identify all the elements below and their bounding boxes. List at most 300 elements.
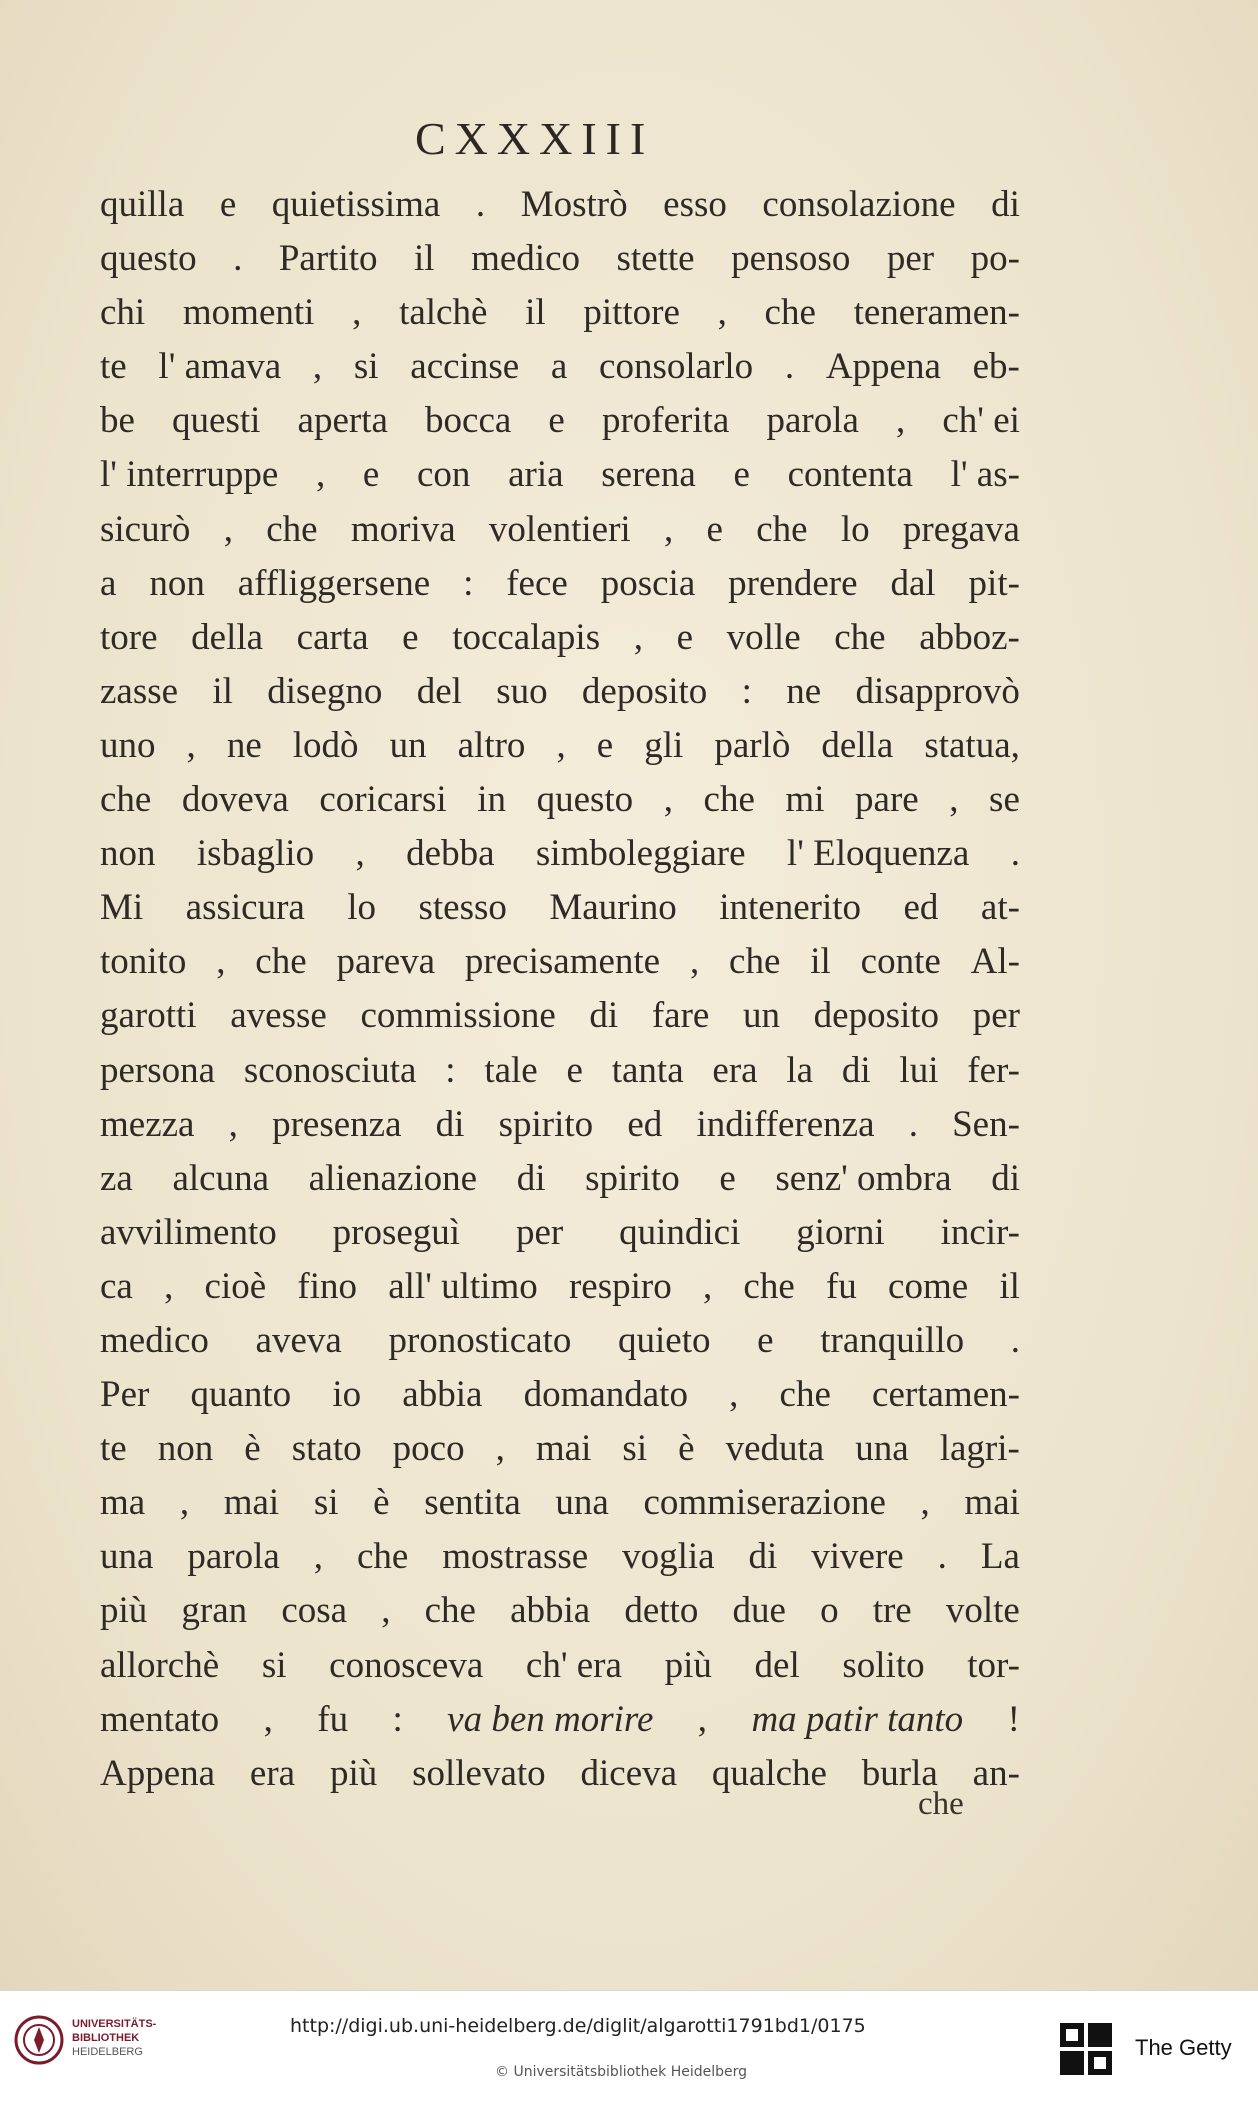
word: non (100, 833, 156, 875)
word: persona (100, 1049, 216, 1091)
word: fer- (967, 1049, 1020, 1091)
word: sollevato (412, 1752, 546, 1794)
word: lui (899, 1049, 939, 1091)
catchword: che (918, 1786, 964, 1822)
word: pare (855, 779, 919, 821)
word: è (678, 1428, 695, 1470)
word: e (676, 616, 694, 658)
word: statua, (924, 724, 1020, 766)
word: e (219, 184, 237, 225)
word: poscia (600, 562, 696, 604)
word: suo (496, 670, 548, 712)
word: la (786, 1049, 814, 1091)
word: . (233, 238, 243, 280)
word: il (810, 941, 831, 983)
word: . (475, 184, 486, 225)
word: e (362, 454, 380, 496)
word: po- (970, 238, 1020, 280)
word: va ben morire (447, 1698, 654, 1740)
word: tanta (611, 1049, 684, 1091)
getty-logo-icon[interactable] (1058, 2021, 1114, 2077)
word: volentieri (488, 508, 631, 550)
word: stesso (418, 887, 507, 929)
word: della (821, 724, 894, 766)
word: mentato (100, 1698, 220, 1740)
text-line (100, 881, 1020, 935)
word: e (548, 400, 565, 442)
word: , (896, 400, 906, 442)
word: mostrasse (442, 1536, 589, 1578)
word: carta (296, 616, 369, 658)
word: l' Eloquenza (786, 833, 970, 875)
word: ! (1007, 1698, 1020, 1740)
word: quietissima (271, 184, 441, 225)
word: disapprovò (855, 670, 1020, 712)
word: affliggersene (237, 562, 431, 604)
text-line (100, 1260, 1020, 1314)
word: , (729, 1374, 739, 1416)
word: simboleggiare (535, 833, 746, 875)
text-line (100, 665, 1020, 719)
word: eb- (972, 346, 1020, 388)
word: toccalapis (452, 616, 601, 658)
word: non (157, 1428, 214, 1470)
word: pronosticato (388, 1319, 572, 1361)
word: una (100, 1536, 154, 1578)
word: che (834, 616, 886, 658)
word: consolarlo (599, 346, 754, 388)
word: tranquillo (820, 1319, 965, 1361)
word: quieto (618, 1319, 711, 1361)
word: disegno (267, 670, 383, 712)
text-line (100, 773, 1020, 827)
word: consolazione (762, 184, 956, 225)
word: Partito (278, 238, 378, 280)
library-logo[interactable] (14, 2011, 174, 2081)
word: , (717, 292, 727, 334)
word: , (702, 1265, 713, 1307)
word: , (663, 779, 673, 821)
word: spirito (498, 1103, 594, 1145)
word: , (186, 724, 196, 766)
word: ne (786, 670, 822, 712)
word: tore (100, 616, 158, 658)
word: tor- (967, 1644, 1020, 1686)
word: una (855, 1428, 909, 1470)
word: te (100, 346, 127, 388)
word: tre (872, 1590, 912, 1632)
word: , (355, 833, 365, 875)
word: lo (840, 508, 870, 550)
word: pensoso (731, 238, 851, 280)
word: . (1010, 833, 1020, 875)
word: . (1010, 1319, 1020, 1361)
word: un (743, 995, 780, 1037)
word: e (706, 508, 723, 550)
word: Mi (100, 887, 144, 929)
word: conte (860, 941, 941, 983)
word: tonito (100, 941, 187, 983)
word: ch' ei (942, 400, 1020, 442)
word: del (416, 670, 462, 712)
word: , (495, 1428, 505, 1470)
word: di (516, 1157, 546, 1199)
word: quilla (100, 184, 185, 225)
word: debba (406, 833, 495, 875)
word: cosa (281, 1590, 348, 1632)
word: per (886, 238, 935, 280)
text-line (100, 1314, 1020, 1368)
word: serena (601, 454, 696, 496)
word: di (589, 995, 619, 1037)
text-line (100, 935, 1020, 989)
text-line (100, 1693, 1020, 1747)
word: bocca (425, 400, 512, 442)
word: incir- (940, 1211, 1020, 1253)
word: doveva (181, 779, 289, 821)
word: deposito (581, 670, 708, 712)
word: e (566, 1049, 583, 1091)
word: e (596, 724, 614, 766)
word: , (663, 508, 674, 550)
word: ne (226, 724, 262, 766)
text-line (100, 719, 1020, 773)
word: che (779, 1374, 831, 1416)
text-line (100, 1639, 1020, 1693)
word: uno (100, 724, 156, 766)
word: che (764, 292, 816, 334)
word: avvilimento (100, 1211, 277, 1253)
word: sconosciuta (243, 1049, 417, 1091)
word: voglia (622, 1536, 715, 1578)
word: una (555, 1482, 609, 1524)
word: , (633, 616, 643, 658)
document-url[interactable]: http://digi.ub.uni-heidelberg.de/diglit/algarotti1791bd1/0175 (290, 2015, 866, 2037)
word: moriva (350, 508, 456, 550)
word: che (729, 941, 781, 983)
word: parola (766, 400, 859, 442)
word: dal (890, 562, 936, 604)
page-number: CXXXIII (415, 113, 655, 164)
word: che (743, 1265, 795, 1307)
word: . (908, 1103, 918, 1145)
word: . (784, 346, 795, 388)
word: che (424, 1590, 476, 1632)
word: pareva (336, 941, 436, 983)
word: era (712, 1049, 758, 1091)
word: si (353, 346, 379, 388)
word: aperta (297, 400, 388, 442)
word: gli (644, 724, 684, 766)
word: sentita (424, 1482, 521, 1524)
word: di (991, 184, 1020, 225)
word: mezza (100, 1103, 195, 1145)
word: , (179, 1482, 190, 1524)
word: a (100, 562, 117, 604)
text-line (100, 503, 1020, 557)
word: e (733, 454, 750, 496)
word: mai (535, 1428, 592, 1470)
word: questi (172, 400, 261, 442)
word: lagri- (939, 1428, 1020, 1470)
text-line (100, 448, 1020, 502)
text-line (100, 178, 1020, 232)
text-line (100, 1098, 1020, 1152)
word: proseguì (332, 1211, 461, 1253)
word: che (756, 508, 808, 550)
word: teneramen- (853, 292, 1020, 334)
text-line (100, 1476, 1020, 1530)
word: : (392, 1698, 403, 1740)
word: lo (347, 887, 377, 929)
word: , (164, 1265, 174, 1307)
word: o (820, 1590, 839, 1632)
word: presenza (272, 1103, 402, 1145)
word: burla (861, 1752, 938, 1794)
word: : (741, 670, 752, 712)
word: conosceva (329, 1644, 484, 1686)
word: allorchè (100, 1644, 220, 1686)
word: come (888, 1265, 969, 1307)
word: mai (223, 1482, 280, 1524)
word: precisamente (464, 941, 661, 983)
word: pittore (583, 292, 680, 334)
word: at- (980, 887, 1020, 929)
word: indifferenza (696, 1103, 875, 1145)
text-line (100, 1747, 1020, 1801)
word: che (100, 779, 152, 821)
word: medico (100, 1319, 209, 1361)
word: poco (392, 1428, 465, 1470)
word: isbaglio (196, 833, 315, 875)
word: ca (100, 1265, 133, 1307)
word: fare (651, 995, 710, 1037)
word: l' as- (950, 454, 1020, 496)
word: ch' era (525, 1644, 622, 1686)
viewer-footer (0, 1990, 1258, 2104)
word: con (417, 454, 471, 496)
word: senz' ombra (775, 1157, 952, 1199)
word: momenti (182, 292, 315, 334)
word: cioè (204, 1265, 267, 1307)
text-line (100, 340, 1020, 394)
word: pit- (968, 562, 1020, 604)
word: fu (317, 1698, 349, 1740)
word: fino (297, 1265, 357, 1307)
word: più (329, 1752, 378, 1794)
word: questo (100, 238, 197, 280)
word: quindici (619, 1211, 741, 1253)
text-line (100, 989, 1020, 1043)
word: il (525, 292, 546, 334)
word: per (972, 995, 1020, 1037)
word: all' ultimo (388, 1265, 538, 1307)
word: non (149, 562, 205, 604)
word: un (389, 724, 427, 766)
text-line (100, 611, 1020, 665)
word: era (249, 1752, 296, 1794)
word: si (261, 1644, 287, 1686)
word: , (223, 508, 233, 550)
word: respiro (568, 1265, 672, 1307)
word: , (312, 346, 323, 388)
word: : (445, 1049, 456, 1091)
text-line (100, 1152, 1020, 1206)
word: in (477, 779, 507, 821)
word: della (191, 616, 264, 658)
word: esso (663, 184, 727, 225)
library-name: UNIVERSITÄTS- BIBLIOTHEK HEIDELBERG (72, 2018, 157, 2058)
word: più (664, 1644, 712, 1686)
word: che (266, 508, 318, 550)
word: aria (508, 454, 564, 496)
word: gran (181, 1590, 248, 1632)
word: certamen- (872, 1374, 1020, 1416)
word: che (255, 941, 307, 983)
word: il (212, 670, 233, 712)
text-line (100, 1530, 1020, 1584)
word: assicura (185, 887, 305, 929)
word: za (100, 1157, 133, 1199)
word: an- (972, 1752, 1020, 1794)
word: medico (471, 238, 580, 280)
word: Sen- (952, 1103, 1020, 1145)
word: Mostrò (520, 184, 628, 225)
word: accinse (410, 346, 520, 388)
word: alienazione (308, 1157, 478, 1199)
text-line (100, 1368, 1020, 1422)
word: io (332, 1374, 362, 1416)
text-line (100, 827, 1020, 881)
text-line (100, 1422, 1020, 1476)
word: , (556, 724, 566, 766)
word: questo (536, 779, 634, 821)
word: e (757, 1319, 774, 1361)
word: Al- (970, 941, 1020, 983)
word: sicurò (100, 508, 191, 550)
word: te (100, 1428, 127, 1470)
word: garotti (100, 995, 197, 1037)
word: talchè (399, 292, 488, 334)
word: coricarsi (319, 779, 447, 821)
word: vivere (811, 1536, 904, 1578)
word: Appena (825, 346, 941, 388)
word: l' interruppe (100, 454, 279, 496)
word: , (263, 1698, 273, 1740)
getty-name: The Getty (1135, 2035, 1232, 2060)
word: di (991, 1157, 1020, 1199)
word: ed (627, 1103, 663, 1145)
word: , (689, 941, 700, 983)
word: lodò (292, 724, 359, 766)
word: abboz- (919, 616, 1020, 658)
word: detto (624, 1590, 699, 1632)
word: mai (964, 1482, 1020, 1524)
word: se (989, 779, 1020, 821)
word: più (100, 1590, 148, 1632)
word: , (949, 779, 959, 821)
word: , (697, 1698, 708, 1740)
word: spirito (585, 1157, 680, 1199)
word: che (703, 779, 755, 821)
word: due (732, 1590, 786, 1632)
word: proferita (601, 400, 730, 442)
word: solito (842, 1644, 925, 1686)
text-line (100, 394, 1020, 448)
word: : (463, 562, 474, 604)
word: ma patir tanto (751, 1698, 964, 1740)
word: per (515, 1211, 564, 1253)
word: abbia (510, 1590, 591, 1632)
copyright-notice: © Universitätsbibliothek Heidelberg (495, 2064, 748, 2080)
word: parlò (714, 724, 791, 766)
word: e (402, 616, 419, 658)
word: , (920, 1482, 930, 1524)
text-line (100, 1206, 1020, 1260)
word: contenta (787, 454, 913, 496)
text-line (100, 286, 1020, 340)
word: volle (726, 616, 801, 658)
word: quanto (190, 1374, 292, 1416)
word: è (373, 1482, 390, 1524)
text-line (100, 1044, 1020, 1098)
word: del (754, 1644, 800, 1686)
word: l' amava (158, 346, 282, 388)
word: commissione (360, 995, 556, 1037)
word: a (550, 346, 568, 388)
word: be (100, 400, 135, 442)
word: abbia (402, 1374, 483, 1416)
word: Appena (100, 1752, 216, 1794)
word: mi (785, 779, 825, 821)
word: commiserazione (643, 1482, 886, 1524)
text-line (100, 1584, 1020, 1638)
word: intenerito (719, 887, 862, 929)
word: Per (100, 1374, 150, 1416)
word: , (216, 941, 226, 983)
word: volte (945, 1590, 1020, 1632)
word: altro (457, 724, 526, 766)
word: prendere (728, 562, 858, 604)
word: giorni (796, 1211, 885, 1253)
word: , (313, 1536, 324, 1578)
word: veduta (725, 1428, 825, 1470)
word: aveva (255, 1319, 342, 1361)
word: pregava (902, 508, 1020, 550)
word: domandato (523, 1374, 688, 1416)
word: diceva (580, 1752, 678, 1794)
word: avesse (230, 995, 327, 1037)
word: fece (506, 562, 568, 604)
word: ed (903, 887, 939, 929)
word: il (999, 1265, 1020, 1307)
word: , (228, 1103, 238, 1145)
word: , (315, 454, 326, 496)
body-text (100, 178, 1020, 1801)
word: alcuna (172, 1157, 270, 1199)
word: zasse (100, 670, 179, 712)
word: Maurino (549, 887, 677, 929)
word: deposito (813, 995, 940, 1037)
word: e (719, 1157, 736, 1199)
word: chi (100, 292, 146, 334)
word: , (352, 292, 362, 334)
university-seal-icon (14, 2015, 64, 2065)
word: si (622, 1428, 648, 1470)
word: ma (100, 1482, 146, 1524)
text-line (100, 232, 1020, 286)
word: , (381, 1590, 391, 1632)
